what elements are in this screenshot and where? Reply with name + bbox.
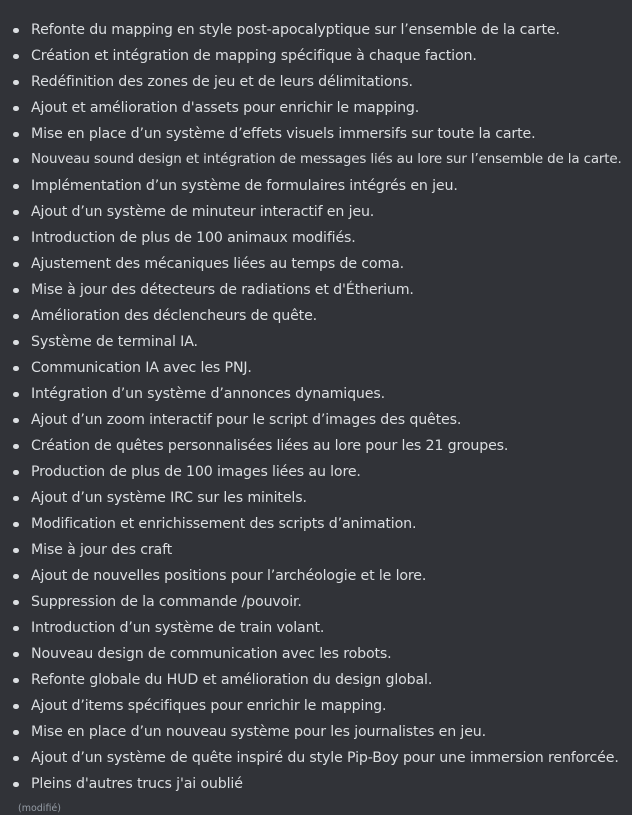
list-item: [0, 251, 632, 277]
list-item: [0, 69, 632, 95]
bullet-icon: [13, 236, 19, 242]
list-item-text: Production de plus de 100 images liées au lore.: [31, 464, 361, 480]
list-item-text: Ajout d’un système de minuteur interactif en jeu.: [31, 204, 375, 220]
list-item: [0, 355, 632, 381]
list-item: [0, 303, 632, 329]
bullet-icon: [13, 782, 19, 788]
list-item: [0, 693, 632, 719]
list-item-text: Ajout de nouvelles positions pour l’archéologie et le lore.: [31, 568, 427, 584]
bullet-icon: [13, 210, 19, 216]
list-item: [0, 329, 632, 355]
list-item-text: Nouveau sound design et intégration de messages liés au lore sur l’ensemble de la carte.: [31, 152, 622, 167]
list-item: [0, 433, 632, 459]
bullet-icon: [13, 678, 19, 684]
bullet-icon: [13, 470, 19, 476]
list-item: [0, 641, 632, 667]
bullet-icon: [13, 652, 19, 658]
list-item-text: Création et intégration de mapping spécifique à chaque faction.: [31, 48, 477, 64]
list-item: [0, 121, 632, 147]
list-item: [0, 147, 632, 173]
bullet-icon: [13, 626, 19, 632]
list-item-text: Mise à jour des détecteurs de radiations et d'Étherium.: [31, 282, 414, 298]
list-item: [0, 199, 632, 225]
list-item-text: Introduction de plus de 100 animaux modifiés.: [31, 230, 356, 246]
list-item-text: Modification et enrichissement des scripts d’animation.: [31, 516, 417, 532]
list-item: [0, 667, 632, 693]
list-item: [0, 563, 632, 589]
bullet-icon: [13, 600, 19, 606]
list-item-text: Implémentation d’un système de formulaires intégrés en jeu.: [31, 178, 458, 194]
list-item: [0, 43, 632, 69]
list-item: [0, 95, 632, 121]
list-item-text: Communication IA avec les PNJ.: [31, 360, 252, 376]
bullet-icon: [13, 366, 19, 372]
list-item: [0, 225, 632, 251]
list-item: [0, 511, 632, 537]
bullet-icon: [13, 756, 19, 762]
list-item: [0, 537, 632, 563]
bullet-icon: [13, 730, 19, 736]
list-item: [0, 719, 632, 745]
list-item-text: Ajustement des mécaniques liées au temps de coma.: [31, 256, 405, 272]
list-item-text: Système de terminal IA.: [31, 334, 198, 350]
list-item: [0, 381, 632, 407]
list-item-text: Mise à jour des craft: [31, 542, 173, 558]
list-item: [0, 589, 632, 615]
list-item-text: Amélioration des déclencheurs de quête.: [31, 308, 318, 324]
list-item-text: Redéfinition des zones de jeu et de leurs délimitations.: [31, 74, 413, 90]
list-item: [0, 407, 632, 433]
list-item: [0, 745, 632, 771]
list-item-text: Ajout d’un système IRC sur les minitels.: [31, 490, 307, 506]
edited-indicator: (modifié): [18, 803, 61, 814]
bullet-icon: [13, 106, 19, 112]
bullet-icon: [13, 262, 19, 268]
bullet-icon: [13, 548, 19, 554]
list-item: [0, 771, 632, 797]
bullet-icon: [13, 132, 19, 138]
list-item-text: Refonte globale du HUD et amélioration du design global.: [31, 672, 433, 688]
list-item-text: Nouveau design de communication avec les robots.: [31, 646, 392, 662]
list-item-text: Intégration d’un système d’annonces dynamiques.: [31, 386, 385, 402]
list-item: [0, 173, 632, 199]
list-item-text: Refonte du mapping en style post-apocalyptique sur l’ensemble de la carte.: [31, 22, 560, 38]
bullet-icon: [13, 28, 19, 34]
list-item-text: Ajout d’items spécifiques pour enrichir le mapping.: [31, 698, 387, 714]
list-item-text: Suppression de la commande /pouvoir.: [31, 594, 302, 610]
bullet-icon: [13, 288, 19, 294]
bullet-icon: [13, 314, 19, 320]
list-item-text: Ajout et amélioration d'assets pour enrichir le mapping.: [31, 100, 420, 116]
list-item-text: Mise en place d’un nouveau système pour les journalistes en jeu.: [31, 724, 486, 740]
list-item-text: Mise en place d’un système d’effets visuels immersifs sur toute la carte.: [31, 126, 536, 142]
list-item-text: Introduction d’un système de train volant.: [31, 620, 325, 636]
list-item: [0, 615, 632, 641]
list-item: [0, 17, 632, 43]
bullet-icon: [13, 704, 19, 710]
bullet-icon: [13, 574, 19, 580]
bullet-icon: [13, 392, 19, 398]
list-item: [0, 277, 632, 303]
bullet-icon: [13, 184, 19, 190]
bullet-icon: [13, 80, 19, 86]
bullet-icon: [13, 340, 19, 346]
list-item-text: Ajout d’un système de quête inspiré du style Pip-Boy pour une immersion renforcée.: [31, 750, 619, 766]
list-item: [0, 459, 632, 485]
bullet-icon: [13, 54, 19, 60]
list-item-text: Création de quêtes personnalisées liées au lore pour les 21 groupes.: [31, 438, 509, 454]
bullet-icon: [13, 444, 19, 450]
list-item-text: Pleins d'autres trucs j'ai oublié: [31, 776, 243, 792]
list-item: [0, 485, 632, 511]
bullet-icon: [13, 418, 19, 424]
list-item-text: Ajout d’un zoom interactif pour le script d’images des quêtes.: [31, 412, 462, 428]
bullet-icon: [13, 158, 19, 164]
bullet-icon: [13, 522, 19, 528]
bullet-icon: [13, 496, 19, 502]
